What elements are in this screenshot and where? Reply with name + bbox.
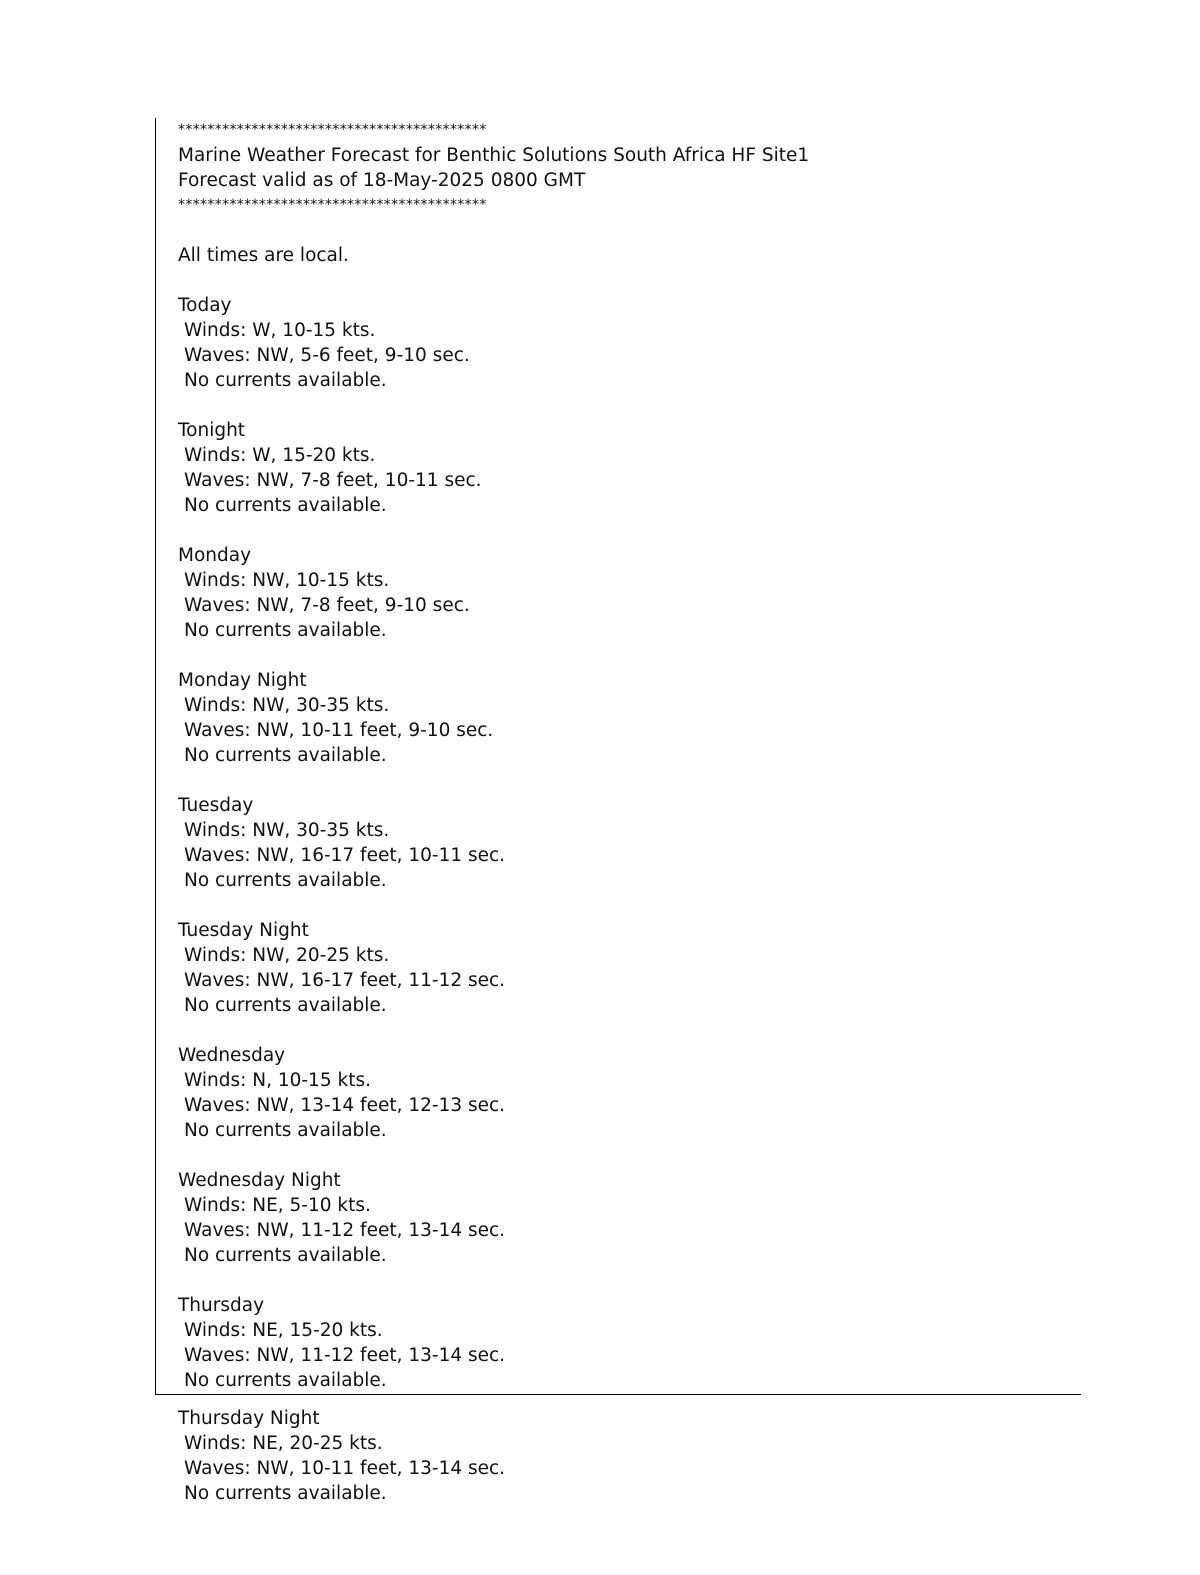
forecast-document <box>178 118 1078 1506</box>
period-tonight <box>178 418 1078 543</box>
period-tuesday-night <box>178 918 1078 1043</box>
period-name: Thursday <box>178 1295 265 1316</box>
waves-line: Waves: NW, 7-8 feet, 10-11 sec. <box>184 470 482 491</box>
waves-line: Waves: NW, 10-11 feet, 9-10 sec. <box>184 720 494 741</box>
spacer <box>178 268 1078 293</box>
currents-line: No currents available. <box>184 995 387 1016</box>
period-name: Thursday Night <box>178 1408 320 1429</box>
period-name: Tuesday Night <box>178 920 309 941</box>
winds-line: Winds: NW, 30-35 kts. <box>184 820 390 841</box>
winds-line: Winds: W, 10-15 kts. <box>184 320 376 341</box>
period-thursday <box>178 1293 1078 1393</box>
waves-line: Waves: NW, 7-8 feet, 9-10 sec. <box>184 595 470 616</box>
forecast-title: Marine Weather Forecast for Benthic Solutions South Africa HF Site1 <box>178 145 810 166</box>
currents-line: No currents available. <box>184 370 387 391</box>
spacer <box>178 1268 1078 1293</box>
time-note: All times are local. <box>178 245 349 266</box>
spacer <box>178 643 1078 668</box>
period-name: Wednesday Night <box>178 1170 341 1191</box>
waves-line: Waves: NW, 10-11 feet, 13-14 sec. <box>184 1458 506 1479</box>
currents-line: No currents available. <box>184 1483 387 1504</box>
period-wednesday-night <box>178 1168 1078 1293</box>
winds-line: Winds: NW, 30-35 kts. <box>184 695 390 716</box>
spacer <box>178 218 1078 243</box>
spacer <box>178 518 1078 543</box>
winds-line: Winds: NE, 5-10 kts. <box>184 1195 371 1216</box>
spacer <box>178 768 1078 793</box>
period-name: Wednesday <box>178 1045 286 1066</box>
waves-line: Waves: NW, 16-17 feet, 10-11 sec. <box>184 845 506 866</box>
period-wednesday <box>178 1043 1078 1168</box>
waves-line: Waves: NW, 13-14 feet, 12-13 sec. <box>184 1095 506 1116</box>
waves-line: Waves: NW, 5-6 feet, 9-10 sec. <box>184 345 470 366</box>
header-stars-bottom: ****************************************** <box>178 197 487 213</box>
winds-line: Winds: N, 10-15 kts. <box>184 1070 371 1091</box>
waves-line: Waves: NW, 11-12 feet, 13-14 sec. <box>184 1345 506 1366</box>
spacer <box>178 1018 1078 1043</box>
waves-line: Waves: NW, 11-12 feet, 13-14 sec. <box>184 1220 506 1241</box>
winds-line: Winds: NW, 10-15 kts. <box>184 570 390 591</box>
spacer <box>178 893 1078 918</box>
winds-line: Winds: NW, 20-25 kts. <box>184 945 390 966</box>
period-today <box>178 293 1078 418</box>
period-name: Monday Night <box>178 670 307 691</box>
currents-line: No currents available. <box>184 870 387 891</box>
waves-line: Waves: NW, 16-17 feet, 11-12 sec. <box>184 970 506 991</box>
currents-line: No currents available. <box>184 745 387 766</box>
period-name: Tuesday <box>178 795 254 816</box>
winds-line: Winds: W, 15-20 kts. <box>184 445 376 466</box>
period-name: Tonight <box>178 420 246 441</box>
spacer <box>178 393 1078 418</box>
currents-line: No currents available. <box>184 1370 387 1391</box>
period-monday-night <box>178 668 1078 793</box>
period-name: Today <box>178 295 232 316</box>
header-stars-top: ****************************************** <box>178 122 487 138</box>
period-name: Monday <box>178 545 252 566</box>
currents-line: No currents available. <box>184 1245 387 1266</box>
period-thursday-night <box>178 1406 1078 1506</box>
period-tuesday <box>178 793 1078 918</box>
winds-line: Winds: NE, 15-20 kts. <box>184 1320 383 1341</box>
winds-line: Winds: NE, 20-25 kts. <box>184 1433 383 1454</box>
currents-line: No currents available. <box>184 1120 387 1141</box>
period-monday <box>178 543 1078 668</box>
currents-line: No currents available. <box>184 620 387 641</box>
forecast-valid-time: Forecast valid as of 18-May-2025 0800 GMT <box>178 170 586 191</box>
currents-line: No currents available. <box>184 495 387 516</box>
spacer <box>178 1143 1078 1168</box>
